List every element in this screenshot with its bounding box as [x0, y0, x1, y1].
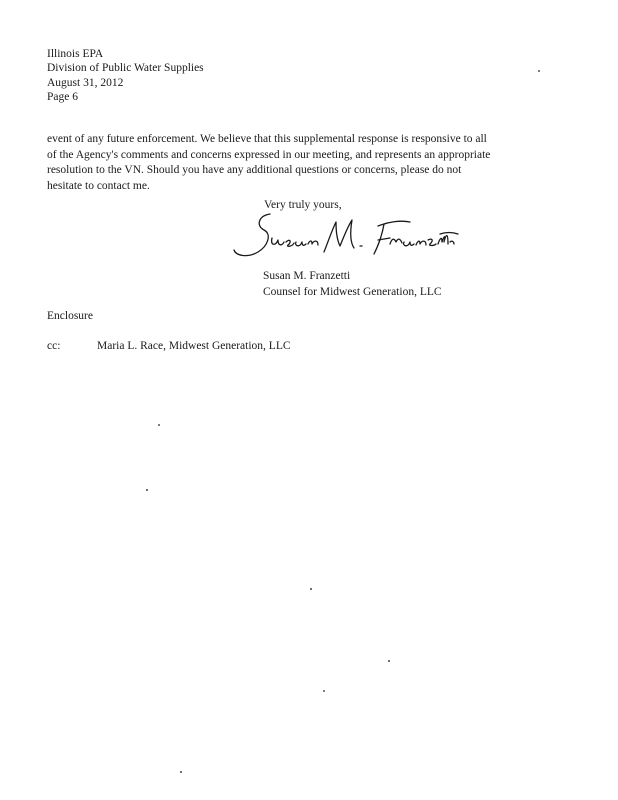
- body-line: hesitate to contact me.: [47, 179, 150, 192]
- body-line: resolution to the VN. Should you have any additional questions or concerns, please do not: [47, 164, 462, 176]
- body-line: event of any future enforcement. We believe that this supplemental response is responsive to all: [47, 133, 487, 145]
- cc-recipient: Maria L. Race, Midwest Generation, LLC: [97, 340, 291, 352]
- cc-label: cc:: [47, 340, 61, 352]
- scan-speck: [146, 489, 148, 491]
- signer-title: Counsel for Midwest Generation, LLC: [263, 285, 442, 298]
- body-line: of the Agency's comments and concerns expressed in our meeting, and represents an appropriate: [47, 148, 491, 161]
- signature-block: [263, 269, 442, 300]
- scan-speck: [538, 70, 540, 72]
- signer-name: Susan M. Franzetti: [263, 270, 351, 282]
- scan-speck: [180, 771, 182, 773]
- closing-salutation: Very truly yours,: [264, 199, 342, 211]
- scan-speck: [310, 588, 312, 590]
- header-date: August 31, 2012: [47, 76, 124, 89]
- letter-header: [47, 47, 204, 104]
- header-page-number: Page 6: [47, 90, 78, 103]
- scan-speck: [323, 690, 325, 692]
- header-recipient: Illinois EPA: [47, 48, 104, 60]
- enclosure-notation: Enclosure: [47, 310, 93, 322]
- header-division: Division of Public Water Supplies: [47, 62, 204, 75]
- letter-body: [47, 132, 547, 194]
- scan-speck: [388, 660, 390, 662]
- handwritten-signature: [228, 212, 468, 267]
- scan-speck: [158, 424, 160, 426]
- cc-line: [47, 340, 291, 352]
